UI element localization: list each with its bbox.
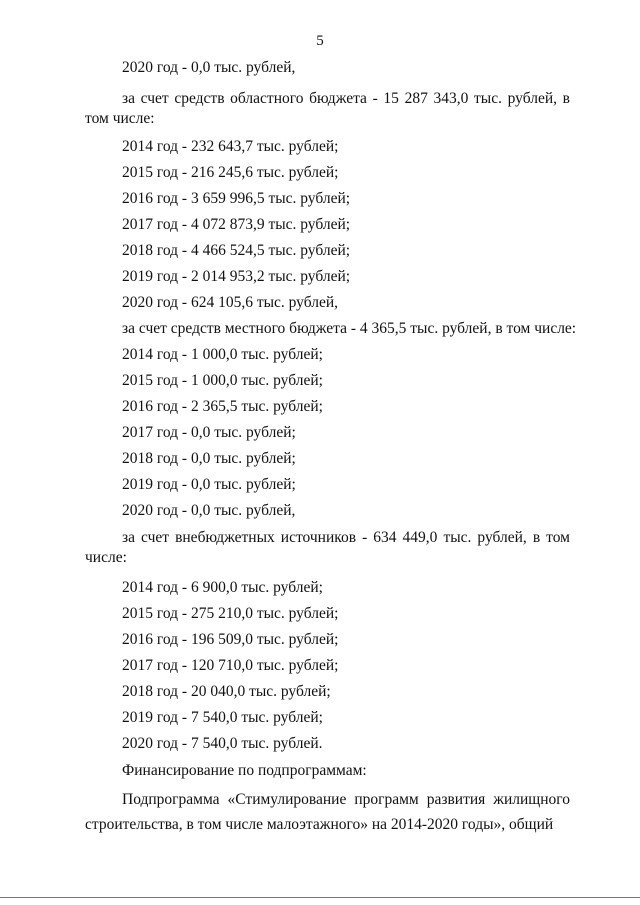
subprograms-heading: Финансирование по подпрограммам: xyxy=(122,762,367,779)
extra-year-2014: 2014 год - 6 900,0 тыс. рублей; xyxy=(122,579,323,596)
regional-year-2019: 2019 год - 2 014 953,2 тыс. рублей; xyxy=(122,268,351,285)
extra-budget-intro: за счет внебюджетных источников - 634 449,0 тыс. рублей, в том числе: xyxy=(85,529,570,566)
regional-year-2015: 2015 год - 216 245,6 тыс. рублей; xyxy=(122,164,339,181)
extra-year-2017: 2017 год - 120 710,0 тыс. рублей; xyxy=(122,657,339,674)
extra-year-2019: 2019 год - 7 540,0 тыс. рублей; xyxy=(122,709,323,726)
subprogram-paragraph: Подпрограмма «Стимулирование программ развития жилищного строительства, в том числе малоэтажного» на 2014-2020 годы», общий xyxy=(85,791,570,833)
regional-year-2016: 2016 год - 3 659 996,5 тыс. рублей; xyxy=(122,190,351,207)
local-year-2016: 2016 год - 2 365,5 тыс. рублей; xyxy=(122,398,323,415)
extra-year-2015: 2015 год - 275 210,0 тыс. рублей; xyxy=(122,605,339,622)
local-year-2018: 2018 год - 0,0 тыс. рублей; xyxy=(122,450,296,467)
extra-year-2016: 2016 год - 196 509,0 тыс. рублей; xyxy=(122,631,339,648)
local-year-2020: 2020 год - 0,0 тыс. рублей, xyxy=(122,502,296,519)
local-year-2014: 2014 год - 1 000,0 тыс. рублей; xyxy=(122,346,323,363)
regional-intro: за счет средств областного бюджета - 15 287 343,0 тыс. рублей, в том числе: xyxy=(85,90,570,127)
federal-2020-line: 2020 год - 0,0 тыс. рублей, xyxy=(122,59,296,76)
regional-year-2014: 2014 год - 232 643,7 тыс. рублей; xyxy=(122,138,339,155)
page-number: 5 xyxy=(316,33,324,49)
local-year-2017: 2017 год - 0,0 тыс. рублей; xyxy=(122,424,296,441)
regional-year-2018: 2018 год - 4 466 524,5 тыс. рублей; xyxy=(122,242,351,259)
regional-year-2017: 2017 год - 4 072 873,9 тыс. рублей; xyxy=(122,216,351,233)
local-year-2019: 2019 год - 0,0 тыс. рублей; xyxy=(122,476,296,493)
bottom-rule xyxy=(0,897,640,898)
extra-year-2018: 2018 год - 20 040,0 тыс. рублей; xyxy=(122,683,331,700)
extra-year-2020: 2020 год - 7 540,0 тыс. рублей. xyxy=(122,735,323,752)
regional-year-2020: 2020 год - 624 105,6 тыс. рублей, xyxy=(122,294,339,311)
local-intro: за счет средств местного бюджета - 4 365,5 тыс. рублей, в том числе: xyxy=(122,320,577,337)
local-year-2015: 2015 год - 1 000,0 тыс. рублей; xyxy=(122,372,323,389)
